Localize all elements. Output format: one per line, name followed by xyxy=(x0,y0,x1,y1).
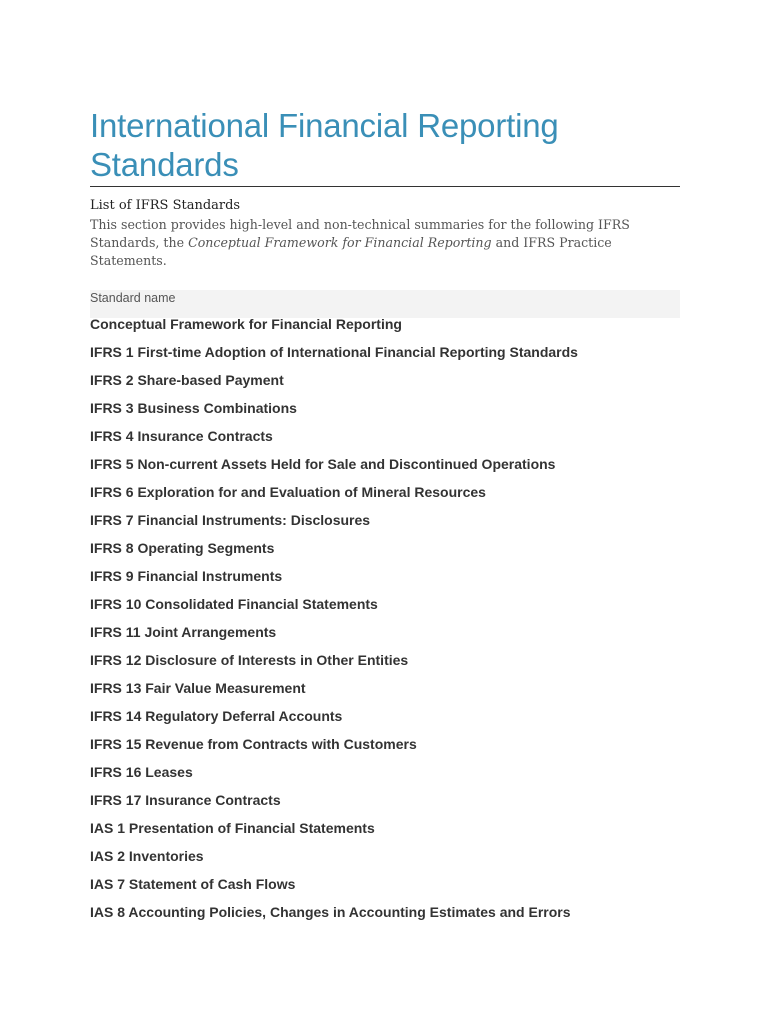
table-row: IFRS 11 Joint Arrangements xyxy=(90,624,277,640)
intro-text-start: This section provides high-level and non-technical summaries for the following IFRS Standards, the xyxy=(90,217,630,250)
table-row: IAS 2 Inventories xyxy=(90,848,204,864)
table-row: IFRS 5 Non-current Assets Held for Sale and Discontinued Operations xyxy=(90,456,556,472)
table-row: IFRS 10 Consolidated Financial Statements xyxy=(90,596,378,612)
table-row: IFRS 14 Regulatory Deferral Accounts xyxy=(90,708,343,724)
page-title: International Financial Reporting Standards xyxy=(90,107,559,183)
table-row: IFRS 1 First-time Adoption of International Financial Reporting Standards xyxy=(90,344,578,360)
intro-paragraph xyxy=(90,216,680,270)
table-row: Conceptual Framework for Financial Reporting xyxy=(90,316,402,332)
intro-text-end: and IFRS Practice Statements. xyxy=(90,235,612,268)
table-row: IFRS 6 Exploration for and Evaluation of Mineral Resources xyxy=(90,484,486,500)
intro-text-italic: Conceptual Framework for Financial Reporting xyxy=(188,235,492,250)
table-row: IFRS 2 Share-based Payment xyxy=(90,372,284,388)
table-row: IAS 1 Presentation of Financial Statements xyxy=(90,820,375,836)
table-row: IFRS 17 Insurance Contracts xyxy=(90,792,281,808)
table-row: IFRS 7 Financial Instruments: Disclosures xyxy=(90,512,371,528)
table-row: IFRS 15 Revenue from Contracts with Customers xyxy=(90,736,417,752)
title-divider xyxy=(90,186,680,187)
table-row: IFRS 3 Business Combinations xyxy=(90,400,297,416)
table-row: IFRS 4 Insurance Contracts xyxy=(90,428,273,444)
table-row: IFRS 16 Leases xyxy=(90,764,193,780)
table-row: IAS 8 Accounting Policies, Changes in Accounting Estimates and Errors xyxy=(90,904,571,920)
standards-list xyxy=(90,314,578,930)
table-row: IFRS 9 Financial Instruments xyxy=(90,568,283,584)
table-row: IFRS 13 Fair Value Measurement xyxy=(90,680,306,696)
table-row: IFRS 8 Operating Segments xyxy=(90,540,275,556)
column-header-standard-name: Standard name xyxy=(90,291,176,305)
table-row: IAS 7 Statement of Cash Flows xyxy=(90,876,296,892)
list-subtitle: List of IFRS Standards xyxy=(90,198,241,213)
table-row: IFRS 12 Disclosure of Interests in Other Entities xyxy=(90,652,409,668)
